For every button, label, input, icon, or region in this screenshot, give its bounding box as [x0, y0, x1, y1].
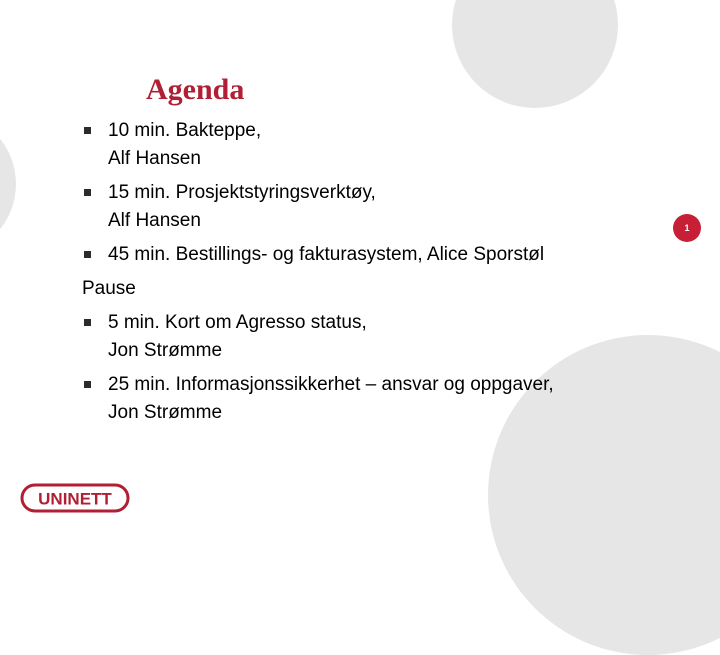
agenda-item-line2: Alf Hansen: [108, 210, 201, 231]
square-bullet-icon: [84, 381, 91, 388]
agenda-item-line1: 10 min. Bakteppe,: [108, 120, 262, 141]
agenda-item: [82, 179, 662, 235]
slide-title: Agenda: [146, 73, 245, 106]
agenda-item-line1: 15 min. Prosjektstyringsverktøy,: [108, 182, 376, 203]
agenda-item: [82, 241, 662, 269]
square-bullet-icon: [84, 127, 91, 134]
agenda-item-line2: Jon Strømme: [108, 340, 223, 361]
agenda-item-line1: 25 min. Informasjonssikkerhet – ansvar og oppgaver,: [108, 374, 554, 395]
square-bullet-icon: [84, 189, 91, 196]
agenda-item: [82, 309, 662, 365]
agenda-item-line1: 45 min. Bestillings- og fakturasystem, Alice Sporstøl: [108, 244, 545, 265]
agenda-item-line2: Jon Strømme: [108, 402, 223, 423]
decorative-circle-left: [0, 112, 16, 256]
agenda-item: [82, 371, 662, 427]
decorative-circle-top: [452, 0, 618, 108]
agenda-item: [82, 117, 662, 173]
agenda-pause: Pause: [82, 278, 136, 299]
agenda-item-line2: Alf Hansen: [108, 148, 201, 169]
square-bullet-icon: [84, 251, 91, 258]
page-number-badge: 1: [673, 214, 701, 242]
uninett-logo: [20, 482, 130, 514]
logo-text: UNINETT: [38, 489, 112, 509]
agenda-item-line1: 5 min. Kort om Agresso status,: [108, 312, 367, 333]
agenda-list: [82, 117, 662, 433]
square-bullet-icon: [84, 319, 91, 326]
